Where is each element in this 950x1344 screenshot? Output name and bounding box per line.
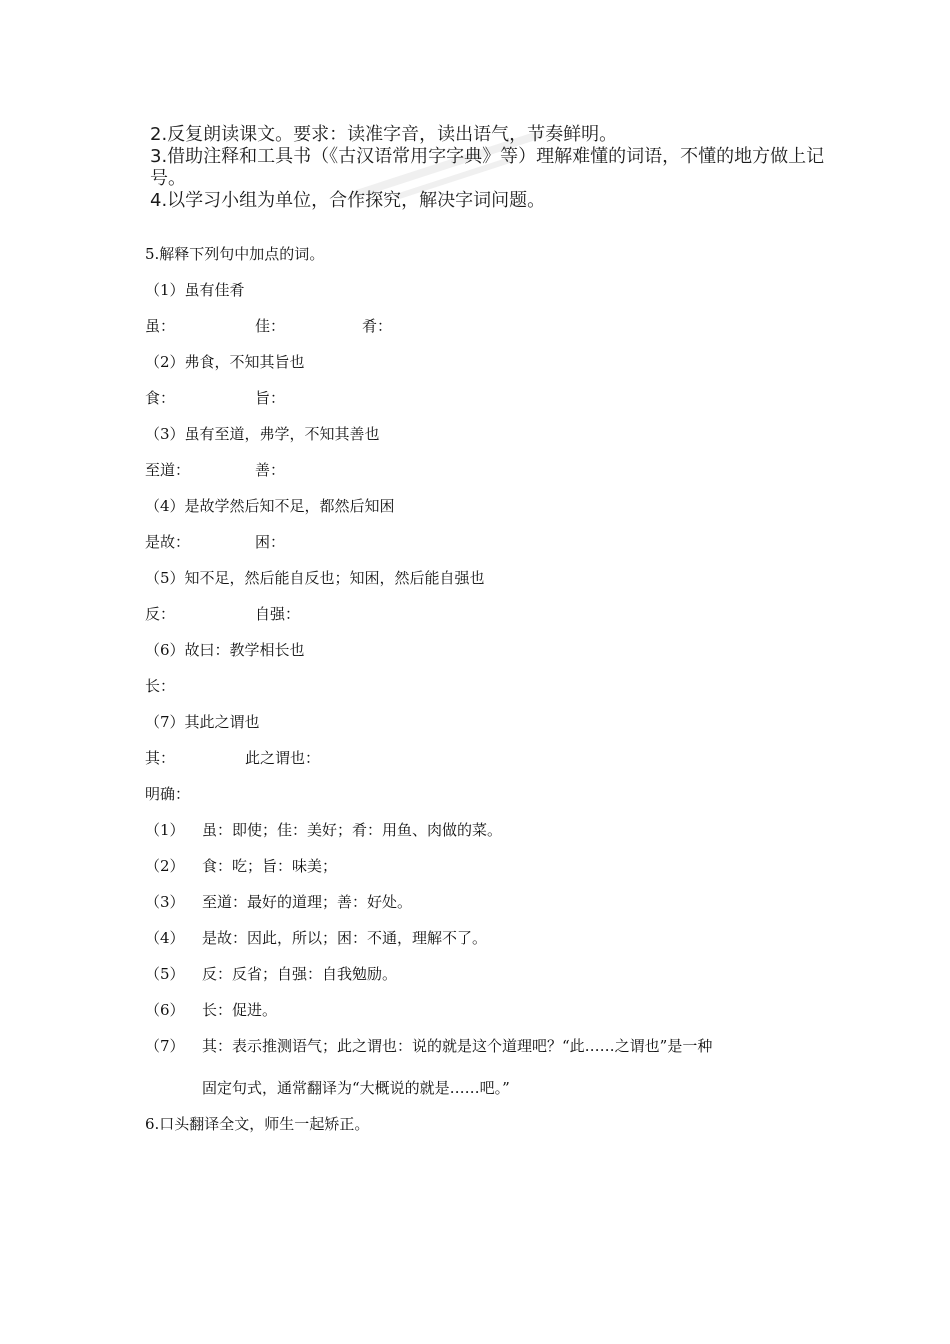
- answer-text: 反：反省；自强：自我勉励。: [202, 965, 398, 983]
- term: 食：: [145, 389, 176, 407]
- q5-item-3-terms: [0, 460, 950, 480]
- q5-item-5-terms: [0, 604, 950, 624]
- instruction-4: 4.以学习小组为单位，合作探究，解决字词问题。: [150, 190, 546, 211]
- answer-row: [0, 964, 950, 984]
- answer-row: [0, 856, 950, 876]
- term: 虽：: [145, 317, 176, 335]
- q5-item-6-sentence: （6）故曰：教学相长也: [145, 641, 305, 659]
- answer-7-continuation: 固定句式，通常翻译为“大概说的就是……吧。”: [202, 1079, 510, 1097]
- answers-heading: 明确：: [145, 785, 191, 803]
- answer-number: （2）: [145, 857, 185, 875]
- term: 至道：: [145, 461, 191, 479]
- answer-number: （6）: [145, 1001, 185, 1019]
- answer-row: [0, 820, 950, 840]
- answer-text: 虽：即使；佳：美好；肴：用鱼、肉做的菜。: [202, 821, 503, 839]
- q5-item-3-sentence: （3）虽有至道，弗学，不知其善也: [145, 425, 380, 443]
- term: 佳：: [255, 317, 286, 335]
- term: 反：: [145, 605, 176, 623]
- q5-item-2-sentence: （2）弗食，不知其旨也: [145, 353, 305, 371]
- instructions-block: [150, 124, 830, 212]
- question-5-heading: 5.解释下列句中加点的词。: [145, 245, 325, 263]
- term: 其：: [145, 749, 176, 767]
- term: 此之谓也：: [245, 749, 321, 767]
- answer-text: 是故：因此，所以；困：不通，理解不了。: [202, 929, 488, 947]
- answer-text: 其：表示推测语气；此之谓也：说的就是这个道理吧？“此……之谓也”是一种: [202, 1037, 713, 1055]
- term: 是故：: [145, 533, 191, 551]
- q5-item-1-terms: [0, 316, 950, 336]
- answer-number: （4）: [145, 929, 185, 947]
- q5-item-1-sentence: （1）虽有佳肴: [145, 281, 245, 299]
- instruction-2: 2.反复朗读课文。要求：读准字音，读出语气，节奏鲜明。: [150, 124, 618, 145]
- term: 旨：: [255, 389, 286, 407]
- term: 困：: [255, 533, 286, 551]
- answer-row: [0, 928, 950, 948]
- q5-item-4-sentence: （4）是故学然后知不足，都然后知困: [145, 497, 395, 515]
- term: 肴：: [362, 317, 393, 335]
- term: 自强：: [255, 605, 301, 623]
- answer-text: 至道：最好的道理；善：好处。: [202, 893, 413, 911]
- answer-number: （5）: [145, 965, 185, 983]
- answer-number: （1）: [145, 821, 185, 839]
- instruction-3: 3.借助注释和工具书（《古汉语常用字字典》等）理解难懂的词语，不懂的地方做上记号。: [150, 146, 825, 189]
- answer-text: 食：吃；旨：味美；: [202, 857, 338, 875]
- answer-number: （3）: [145, 893, 185, 911]
- answer-text: 长：促进。: [202, 1001, 278, 1019]
- answer-number: （7）: [145, 1037, 185, 1055]
- answer-row: [0, 1036, 950, 1056]
- term: 长：: [145, 677, 176, 695]
- answer-row: [0, 892, 950, 912]
- answer-row: [0, 1000, 950, 1020]
- q5-item-7-sentence: （7）其此之谓也: [145, 713, 260, 731]
- q5-item-5-sentence: （5）知不足，然后能自反也；知困，然后能自强也: [145, 569, 485, 587]
- term: 善：: [255, 461, 286, 479]
- question-6: 6.口头翻译全文，师生一起矫正。: [145, 1115, 370, 1133]
- q5-item-4-terms: [0, 532, 950, 552]
- q5-item-6-terms: [0, 676, 950, 696]
- q5-item-7-terms: [0, 748, 950, 768]
- q5-item-2-terms: [0, 388, 950, 408]
